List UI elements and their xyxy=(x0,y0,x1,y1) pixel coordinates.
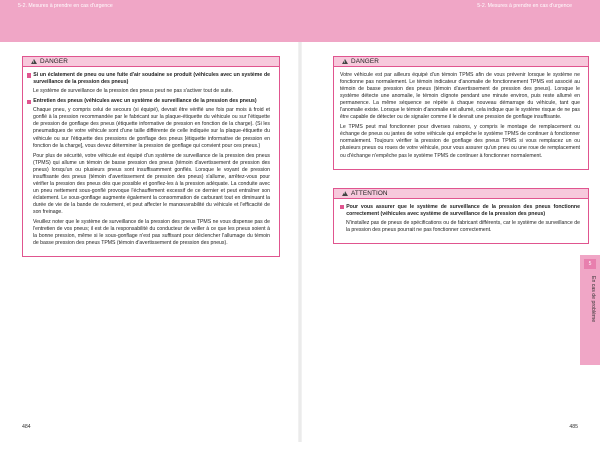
item-heading-text: Entretien des pneus (véhicules avec un système de surveillance de la pression des pneus) xyxy=(33,98,257,105)
item-heading xyxy=(27,98,270,105)
running-header-right: 5-2. Mesures à prendre en cas d'urgence xyxy=(477,3,572,9)
danger-box-header xyxy=(23,57,279,67)
paragraph: Veuillez noter que le système de surveillance de la pression des pneus TPMS ne vous dispense pas de l'entretien de vos pneus; il est de la responsabilité du conducteur de veiller à ce que les pneus soient à la bonne pression, même si le sous-gonflage n'est pas suffisant pour déclencher l'allumage du témoin de basse pression des pneus TPMS (témoin d'avertissement de pression des pneus). xyxy=(33,219,270,247)
running-header-left: 5-2. Mesures à prendre en cas d'urgence xyxy=(18,3,113,9)
item-heading-text: Si un éclatement de pneu ou une fuite d'air soudaine se produit (véhicules avec un système de surveillance de la pression des pneus) xyxy=(33,72,270,86)
paragraph: Pour plus de sécurité, votre véhicule est équipé d'un système de surveillance de la pression des pneus (TPMS) qui allume un témoin de basse pression des pneus (témoin d'avertissement de pression des pneus) lorsqu'un ou plusieurs pneus sont insuffisamment gonflés. Lorsque le voyant de pression insuffisante des pneus (témoin d'avertissement de pression des pneus) s'allume, arrêtez-vous pour vérifier la pression des pneus dès que possible et gonflez-les à la pression adéquate. La conduite avec un pneu nettement sous-gonflé provoque l'échauffement excessif de ce dernier et peut entraîner son éclatement. Le sous-gonflage augmente également la consommation de carburant tout en diminuant la durée de vie de la bande de roulement, et peut affecter le manœuvrabilité du véhicule et l'efficacité de son freinage. xyxy=(33,152,270,215)
item-heading xyxy=(27,72,270,86)
danger-box-header xyxy=(334,57,588,67)
square-bullet-icon xyxy=(27,100,31,104)
warning-triangle-icon xyxy=(342,191,348,196)
paragraph: Le système de surveillance de la pression des pneus peut ne pas s'activer tout de suite. xyxy=(33,88,233,95)
left-page xyxy=(22,56,280,257)
attention-title: ATTENTION xyxy=(351,189,388,197)
item-heading-text: Pour vous assurer que le système de surveillance de la pression des pneus fonctionne correctement (véhicules avec système de surveillance de la pression des pneus) xyxy=(346,203,580,217)
paragraph: Chaque pneu, y compris celui de secours (si équipé), devrait être vérifié une fois par mois à froid et gonflé à la pression recommandée par le fabricant sur la plaque-étiquette du véhicule ou sur l'étiquette de pression de gonflage des pneus (étiquette informative de pression en fonction de la charge). (Si les pneumatiques de votre véhicule sont d'une taille différente de celle indiquée sur la plaque-étiquette du véhicule ou sur l'étiquette des pressions de gonflage des pneus [étiquette informative de pression en fonction de la charge], vous devez déterminer la pression de gonflage qui convient pour ces pneus.) xyxy=(33,107,270,149)
danger-box-left xyxy=(22,56,280,257)
header-left xyxy=(0,0,300,42)
chapter-label: En cas de problème xyxy=(590,276,596,323)
attention-box-body xyxy=(334,199,588,243)
right-page xyxy=(333,56,589,244)
danger-title: DANGER xyxy=(40,58,68,65)
chapter-number: 5 xyxy=(584,259,596,269)
square-bullet-icon xyxy=(340,205,344,209)
warning-triangle-icon xyxy=(31,59,37,64)
page-number-left: 484 xyxy=(22,424,31,430)
paragraph: N'installez pas de pneus de spécifications ou de fabricant différents, car le système de surveillance de la pression des pneus pourrait ne pas fonctionner correctement. xyxy=(346,219,580,233)
item-heading xyxy=(340,204,580,218)
paragraph: Le TPMS peut mal fonctionner pour diverses raisons, y compris le montage de remplacement ou échange de pneus ou jantes de votre véhicule qui empêche le système TPMS de continuer à fonctionner normalement. Toujours vérifier la pression de gonflage des pneus TPMS si vous remplacez un ou plusieurs pneus ou roues de votre véhicule, pour vous assurer qu'un pneu ou une roue de remplacement ou d'échange n'empêche pas le système TPMS de continuer à fonctionner normalement. xyxy=(340,124,580,159)
danger-box-body xyxy=(23,67,279,256)
danger-title: DANGER xyxy=(351,58,379,65)
page-number-right: 485 xyxy=(569,424,578,430)
paragraph: Votre véhicule est par ailleurs équipé d'un témoin TPMS afin de vous prévenir lorsque le système ne fonctionne pas normalement. Le témoin indicateur d'anomalie de fonctionnement TPMS est associé au témoin de basse pression des pneus (témoin d'avertissement de pression des pneus). Lorsque le système détecte une anomalie, le témoin clignote pendant une minute environ, puis reste allumé en permanence. La même séquence se répète à chaque nouveau démarrage du véhicule, tant que l'anomalie existe. Lorsque le témoin d'anomalie est allumé, cela indique que le système risque de ne pas être capable de détecter ou de signaler comme il le devrait une pression de gonflage insuffisante. xyxy=(340,72,580,121)
warning-triangle-icon xyxy=(342,59,348,64)
header-right xyxy=(300,0,600,42)
attention-box xyxy=(333,188,589,244)
danger-box-right xyxy=(333,56,589,170)
attention-box-header xyxy=(334,189,588,199)
danger-box-body xyxy=(334,67,588,169)
page-gutter xyxy=(298,42,302,442)
square-bullet-icon xyxy=(27,73,31,77)
